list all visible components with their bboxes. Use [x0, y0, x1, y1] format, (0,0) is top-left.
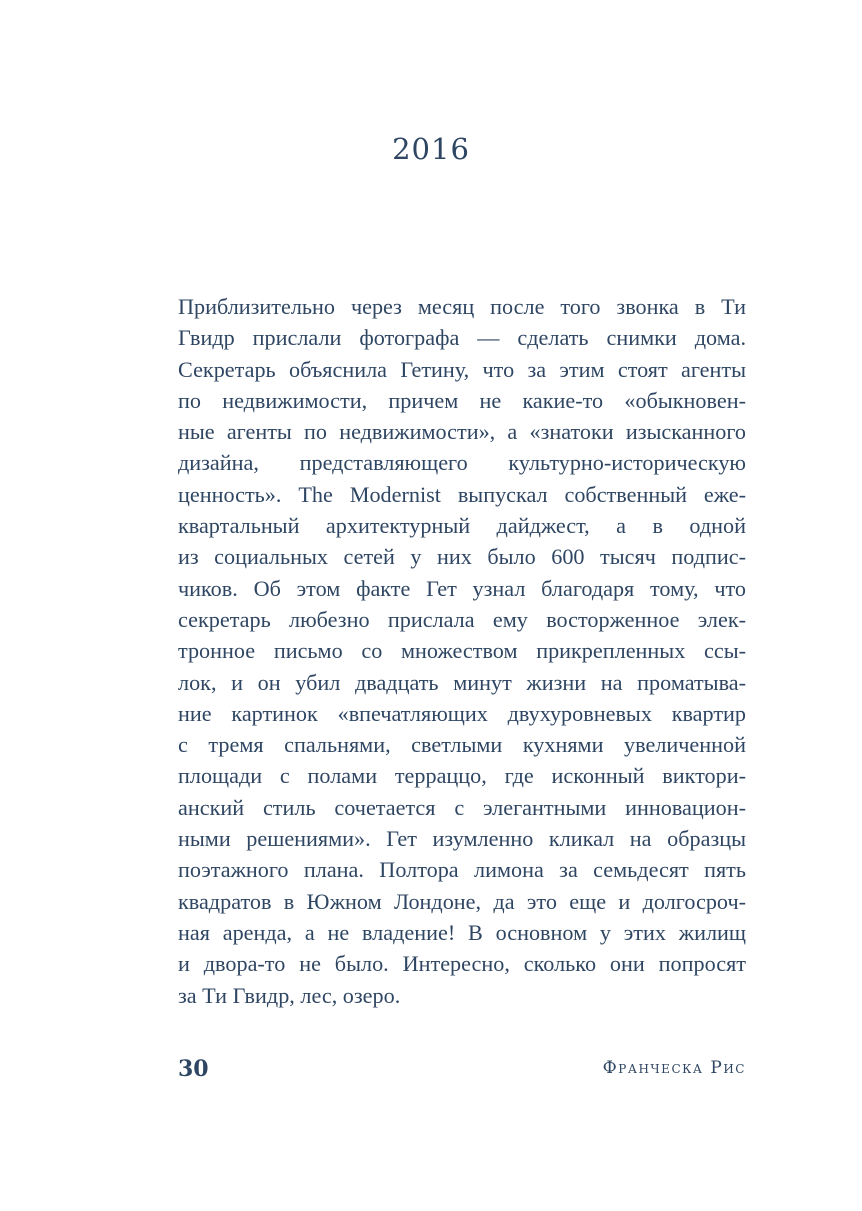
body-line: из социальных сетей у них было 600 тысяч подпис-: [178, 544, 746, 570]
body-line: дизайна, представляющего культурно-историческую: [178, 450, 746, 476]
body-line: ными решениями». Гет изумленно кликал на образцы: [178, 826, 746, 852]
body-line: площади с полами терраццо, где исконный виктори-: [178, 763, 746, 789]
page-number: 30: [178, 1056, 209, 1082]
body-line: за Ти Гвидр, лес, озеро.: [178, 982, 401, 1008]
body-line: чиков. Об этом факте Гет узнал благодаря тому, что: [178, 575, 746, 601]
body-line: по недвижимости, причем не какие-то «обыкновен-: [178, 387, 746, 413]
body-text: [178, 291, 746, 1011]
body-line: тронное письмо со множеством прикрепленных ссы-: [178, 638, 746, 664]
body-line: квартальный архитектурный дайджест, а в одной: [178, 513, 746, 539]
body-line: ная аренда, а не владение! В основном у этих жилищ: [178, 919, 746, 945]
chapter-title: 2016: [392, 132, 470, 166]
body-line: поэтажного плана. Полтора лимона за семьдесят пять: [178, 857, 746, 883]
running-head-author: Франческа Рис: [602, 1058, 746, 1078]
body-line: лок, и он убил двадцать минут жизни на проматыва-: [178, 669, 746, 695]
body-line: Приблизительно через месяц после того звонка в Ти: [178, 294, 746, 319]
body-line: ценность». The Modernist выпускал собственный еже-: [178, 481, 746, 507]
body-line: ние картинок «впечатляющих двухуровневых квартир: [178, 700, 746, 726]
body-line: анский стиль сочетается с элегантными инновацион-: [178, 794, 746, 820]
body-line: Гвидр прислали фотографа — сделать снимки дома.: [178, 325, 746, 351]
body-line: секретарь любезно прислала ему восторженное элек-: [178, 606, 746, 632]
body-line: и двора-то не было. Интересно, сколько они попросят: [178, 951, 746, 977]
body-line: ные агенты по недвижимости», а «знатоки изысканного: [178, 419, 746, 445]
body-line: Секретарь объяснила Гетину, что за этим стоят агенты: [178, 356, 746, 382]
body-line: квадратов в Южном Лондоне, да это еще и долгосроч-: [178, 888, 746, 914]
body-line: с тремя спальнями, светлыми кухнями увеличенной: [178, 732, 746, 758]
